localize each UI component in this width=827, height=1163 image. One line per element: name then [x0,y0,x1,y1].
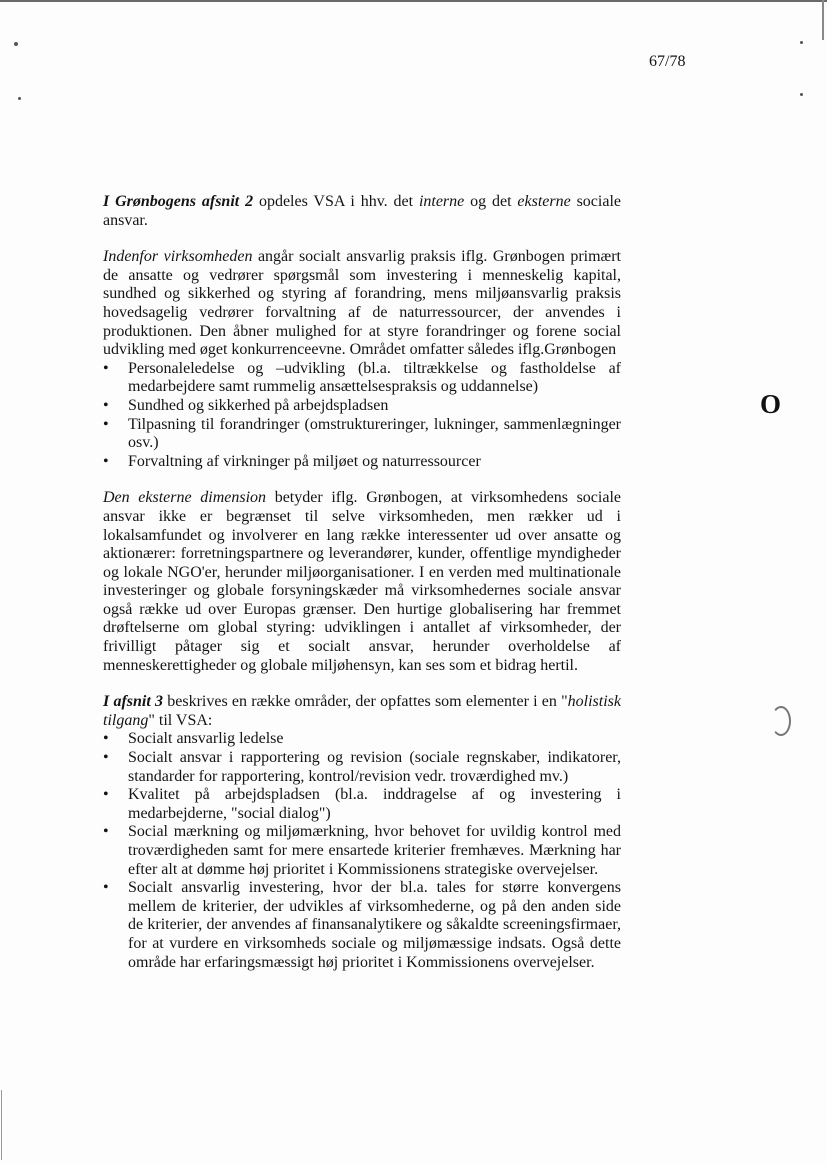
list-item: • Sundhed og sikkerhed på arbejdspladsen [103,397,621,416]
scan-speck [14,42,18,46]
bullet-list-holistic [103,730,621,972]
list-item: • Forvaltning af virkninger på miljøet og naturressourcer [103,453,621,472]
scan-top-border [0,0,827,2]
body-text: beskrives en række områder, der opfattes som elementer i en " [163,693,568,711]
bullet-list-internal [103,360,621,472]
margin-hole-mark-faint [771,706,791,736]
scan-speck [18,97,21,100]
emphasis-text: eksterne [517,193,571,210]
scan-right-edge [822,0,824,40]
lead-text: I Grønbogens afsnit 2 [103,193,254,210]
body-text: betyder iflg. Grønbogen, at virksomhedens sociale ansvar ikke er begrænset til selve virksomheden, men rækker ud i lokalsamfundet og involverer en lang række interessenter ud over ansatte og aktionærer: forretningspartnere og leverandører, kunder, offentlige myndigheder og lokale NGO'er, herunder miljøorganisationer. I en verden med multinationale investeringer og globale forsyningskæder må virksomhedernes sociale ansvar også række ud over Europas grænser. Den hurtige globalisering har fremmet drøftelserne om global styring: udviklingen i antallet af virksomheder, der frivilligt påtager sig et socialt ansvar, herunder overholdelse af menneskerettigheder og globale miljøhensyn, kan ses som et bidrag hertil. [103,489,621,674]
scan-speck [800,93,803,96]
list-item: • Social mærkning og miljømærkning, hvor behovet for uvildig kontrol med troværdigheden samt for mere ensartede kriterier fremhæves. Mærkning har efter alt at dømme høj prioritet i Kommissionens strategiske overvejelser. [103,823,621,879]
body-text: opdeles VSA i hhv. det [253,193,419,210]
lead-text: Indenfor virksomheden [103,248,253,266]
paragraph-intro [103,193,621,230]
document-body [103,193,621,972]
list-item: • Socialt ansvarlig ledelse [103,730,621,749]
body-text: sociale ansvar. [103,193,622,229]
emphasis-text: interne [418,193,465,210]
paragraph-internal [103,248,621,360]
lead-text: I afsnit 3 [103,693,164,711]
list-item: • Personaleledelse og –udvikling (bl.a. tiltrækkelse og fastholdelse af medarbejdere samt rummelig ansættelsespraksis og uddannelse) [103,360,621,397]
margin-hole-mark: O [760,389,782,419]
list-item: • Kvalitet på arbejdspladsen (bl.a. inddragelse af og investering i medarbejderne, "social dialog") [103,786,621,823]
body-text: angår socialt ansvarlig praksis iflg. Grønbogen primært de ansatte og vedrører spørgsmål som investering i menneskelig kapital, sundhed og sikkerhed og styring af forandring, mens miljøansvarlig praksis hovedsagelig vedrører forvaltning af de naturressourcer, der anvendes i produktionen. Den åbner mulighed for at styre forandringer og forene social udvikling med øget konkurrenceevne. Området omfatter således iflg.Grønbogen [103,248,621,359]
emphasis-text: holistisk tilgang [103,693,621,729]
scan-left-edge [1,1090,2,1160]
list-item: • Socialt ansvar i rapportering og revision (sociale regnskaber, indikatorer, standarder for rapportering, kontrol/revision vedr. troværdighed mv.) [103,749,621,786]
scan-speck [800,41,803,44]
list-item: • Tilpasning til forandringer (omstruktureringer, lukninger, sammenlægninger osv.) [103,416,621,453]
paragraph-external [103,489,621,675]
page-number: 67/78 [649,53,686,70]
list-item: • Socialt ansvarlig investering, hvor der bl.a. tales for større konvergens mellem de kriterier, der udvikles af virksomhederne, og på den anden side de kriterier, der anvendes af finansanalytikere og såkaldte screeningsfirmaer, for at vurdere en virksomheds sociale og miljømæssige indsats. Også dette område har erfaringsmæssigt høj prioritet i Kommissionens overvejelser. [103,879,621,972]
paragraph-holistic [103,693,621,730]
body-text: og det [464,193,518,210]
lead-text: Den eksterne dimension [103,489,267,507]
body-text: " til VSA: [148,711,213,729]
